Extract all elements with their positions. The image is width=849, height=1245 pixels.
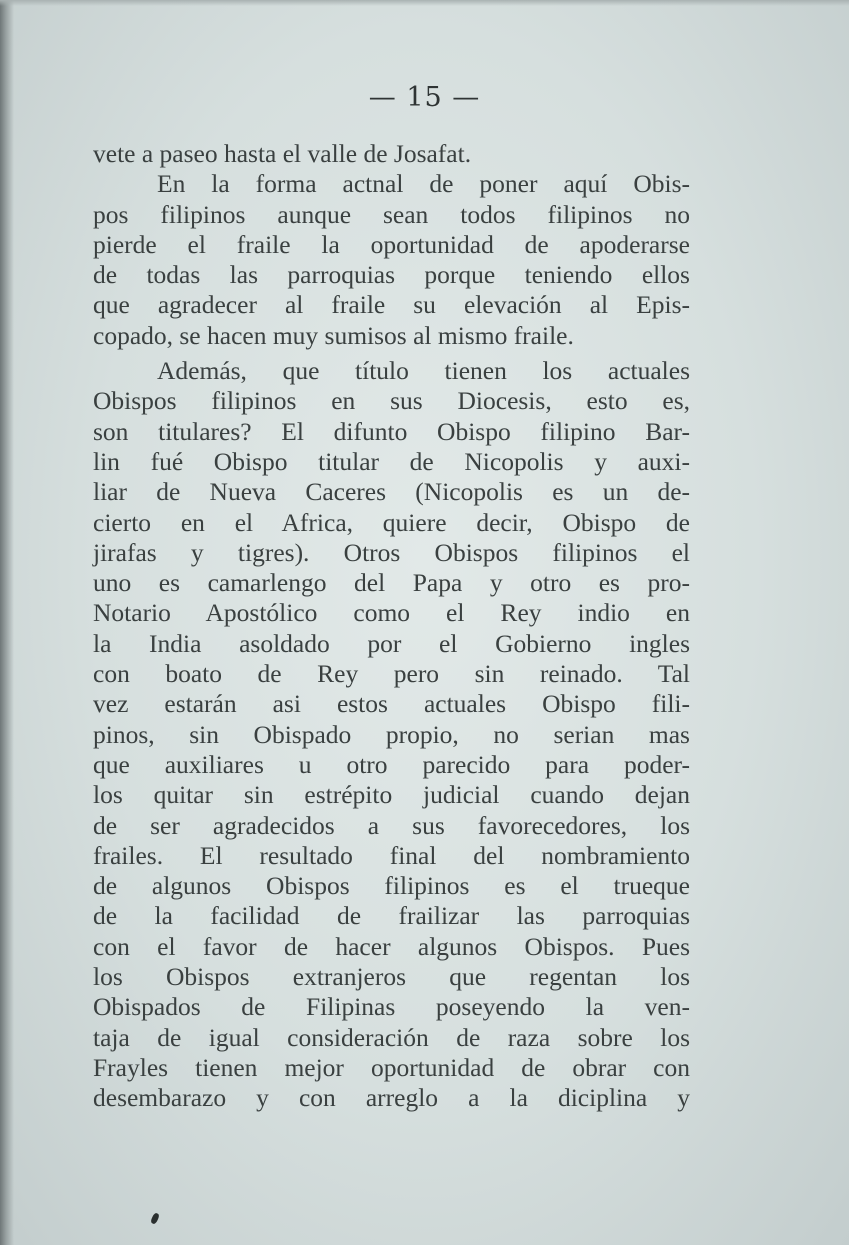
text-line: Obispados de Filipinas poseyendo la ven-: [93, 992, 690, 1022]
text-line: pinos, sin Obispado propio, no serian mas: [93, 719, 690, 749]
body-text: [93, 139, 690, 1114]
text-line: de la facilidad de frailizar las parroquias: [93, 901, 690, 931]
text-line: taja de igual consideración de raza sobre los: [93, 1022, 690, 1052]
text-line: jirafas y tigres). Otros Obispos filipinos el: [93, 537, 690, 567]
paragraph: [93, 139, 690, 169]
text-line: Notario Apostólico como el Rey indio en: [93, 598, 690, 628]
text-line: que auxiliares u otro parecido para poder-: [93, 749, 690, 779]
text-line: lin fué Obispo titular de Nicopolis y auxi-: [93, 446, 690, 476]
text-line: cierto en el Africa, quiere decir, Obispo de: [93, 507, 690, 537]
text-line: desembarazo y con arreglo a la diciplina y: [93, 1083, 690, 1113]
text-line: de todas las parroquias porque teniendo ellos: [93, 260, 690, 290]
paragraph: [93, 169, 690, 351]
text-line: Obispos filipinos en sus Diocesis, esto es,: [93, 386, 690, 416]
text-line: con el favor de hacer algunos Obispos. Pues: [93, 931, 690, 961]
text-line: frailes. El resultado final del nombramiento: [93, 840, 690, 870]
text-line: liar de Nueva Caceres (Nicopolis es un de-: [93, 477, 690, 507]
text-line: Frayles tienen mejor oportunidad de obrar con: [93, 1052, 690, 1082]
ink-speck: [150, 1212, 160, 1225]
text-line: los quitar sin estrépito judicial cuando dejan: [93, 780, 690, 810]
text-line: la India asoldado por el Gobierno ingles: [93, 628, 690, 658]
page-left-edge-shadow: [0, 0, 14, 1245]
text-line: vez estarán asi estos actuales Obispo fili-: [93, 689, 690, 719]
text-line: Además, que título tienen los actuales: [157, 356, 690, 386]
text-line: pos filipinos aunque sean todos filipinos no: [93, 199, 690, 229]
text-line: de algunos Obispos filipinos es el trueque: [93, 871, 690, 901]
text-line: son titulares? El difunto Obispo filipino Bar-: [93, 416, 690, 446]
page-number: — 15 —: [368, 82, 481, 113]
text-line: que agradecer al fraile su elevación al Epis-: [93, 290, 690, 320]
text-line: de ser agradecidos a sus favorecedores, los: [93, 810, 690, 840]
text-line: con boato de Rey pero sin reinado. Tal: [93, 659, 690, 689]
paragraph: [93, 356, 690, 1113]
text-line: pierde el fraile la oportunidad de apoderarse: [93, 229, 690, 259]
text-line: vete a paseo hasta el valle de Josafat.: [93, 139, 472, 168]
page-top-edge-shadow: [0, 0, 849, 6]
text-line: En la forma actnal de poner aquí Obis-: [157, 169, 690, 199]
text-line: copado, se hacen muy sumisos al mismo fraile.: [93, 320, 574, 350]
text-line: los Obispos extranjeros que regentan los: [93, 962, 690, 992]
text-line: uno es camarlengo del Papa y otro es pro-: [93, 568, 690, 598]
